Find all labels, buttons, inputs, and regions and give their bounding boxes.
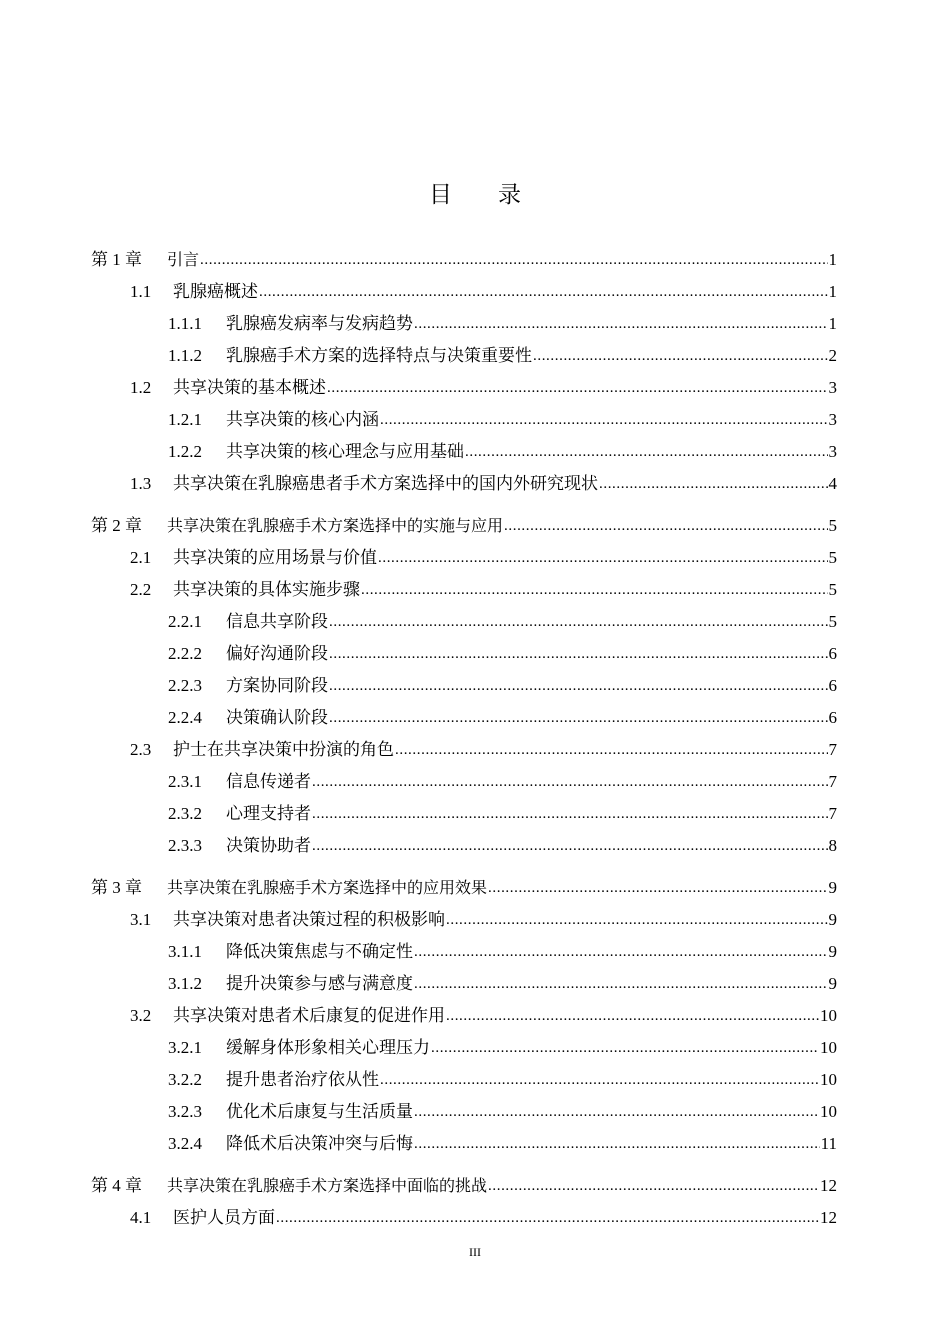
toc-leader-dots xyxy=(504,510,827,542)
toc-leader-dots xyxy=(327,372,828,404)
toc-subsection-entry xyxy=(168,1096,837,1128)
toc-subsection-entry xyxy=(168,968,837,1000)
toc-entry-page: 6 xyxy=(828,644,837,663)
toc-entry-page: 7 xyxy=(828,772,837,791)
page-number: III xyxy=(469,1245,481,1259)
toc-entry-number: 3.2.3 xyxy=(168,1102,202,1121)
toc-entry-number: 1.2.2 xyxy=(168,442,202,461)
toc-subsection-entry xyxy=(168,404,837,436)
toc-entry-page: 6 xyxy=(828,708,837,727)
toc-entry-number: 2.2 xyxy=(130,580,152,599)
toc-section-entry xyxy=(130,574,837,606)
toc-entry-page: 5 xyxy=(828,580,837,599)
toc-entry-title: 乳腺癌发病率与发病趋势 xyxy=(226,314,413,333)
toc-entry-number: 1.1.1 xyxy=(168,314,202,333)
toc-entry-page: 4 xyxy=(828,474,837,493)
toc-entry-title: 缓解身体形象相关心理压力 xyxy=(226,1038,430,1057)
toc-leader-dots xyxy=(312,798,828,830)
toc-section-entry xyxy=(130,468,837,500)
toc-entry-page: 5 xyxy=(828,612,837,631)
toc-entry-number: 3.1 xyxy=(130,910,152,929)
toc-entry-page: 6 xyxy=(828,676,837,695)
toc-leader-dots xyxy=(465,436,828,468)
toc-entry-title: 引言 xyxy=(167,250,200,269)
toc-leader-dots xyxy=(329,606,828,638)
toc-leader-dots xyxy=(312,830,828,862)
toc-entry-title: 共享决策在乳腺癌手术方案选择中的实施与应用 xyxy=(167,516,504,535)
toc-leader-dots xyxy=(414,1128,820,1160)
toc-leader-dots xyxy=(414,308,828,340)
toc-subsection-entry xyxy=(168,936,837,968)
toc-entry-number: 2.2.4 xyxy=(168,708,202,727)
toc-section-entry xyxy=(130,904,837,936)
toc-leader-dots xyxy=(200,244,827,276)
toc-subsection-entry xyxy=(168,798,837,830)
toc-leader-dots xyxy=(446,1000,819,1032)
toc-section-entry xyxy=(130,1000,837,1032)
toc-section-entry xyxy=(130,372,837,404)
toc-subsection-entry xyxy=(168,670,837,702)
toc-entry-number: 2.1 xyxy=(130,548,152,567)
toc-entry-title: 医护人员方面 xyxy=(173,1208,275,1227)
toc-entry-title: 方案协同阶段 xyxy=(226,676,328,695)
toc-entry-title: 乳腺癌手术方案的选择特点与决策重要性 xyxy=(226,346,532,365)
toc-entry-title: 护士在共享决策中扮演的角色 xyxy=(173,740,394,759)
toc-entry-title: 共享决策的基本概述 xyxy=(173,378,326,397)
toc-subsection-entry xyxy=(168,436,837,468)
toc-entry-number: 第 3 章 xyxy=(91,878,142,897)
toc-chapter-entry xyxy=(91,872,837,904)
toc-subsection-entry xyxy=(168,638,837,670)
toc-leader-dots xyxy=(329,702,828,734)
toc-subsection-entry xyxy=(168,606,837,638)
toc-entry-title: 共享决策对患者术后康复的促进作用 xyxy=(173,1006,445,1025)
toc-entry-title: 共享决策在乳腺癌手术方案选择中的应用效果 xyxy=(167,878,488,897)
toc-subsection-entry xyxy=(168,766,837,798)
toc-leader-dots xyxy=(395,734,828,766)
toc-entry-number: 第 1 章 xyxy=(91,250,142,269)
toc-entry-number: 1.1.2 xyxy=(168,346,202,365)
toc-leader-dots xyxy=(431,1032,819,1064)
toc-section-entry xyxy=(130,276,837,308)
toc-entry-number: 1.1 xyxy=(130,282,152,301)
toc-entry-title: 提升患者治疗依从性 xyxy=(226,1070,379,1089)
toc-entry-number: 3.2 xyxy=(130,1006,152,1025)
toc-entry-page: 3 xyxy=(828,410,837,429)
toc-entry-title: 降低术后决策冲突与后悔 xyxy=(226,1134,413,1153)
toc-entry-number: 第 4 章 xyxy=(91,1176,142,1195)
toc-entry-page: 11 xyxy=(820,1134,837,1153)
toc-entry-title: 共享决策的核心理念与应用基础 xyxy=(226,442,464,461)
toc-entry-title: 偏好沟通阶段 xyxy=(226,644,328,663)
toc-entry-number: 3.1.2 xyxy=(168,974,202,993)
page-title: 目录 xyxy=(429,182,567,208)
toc-entry-number: 2.2.1 xyxy=(168,612,202,631)
toc-entry-number: 3.2.4 xyxy=(168,1134,202,1153)
toc-entry-page: 7 xyxy=(828,740,837,759)
toc-entry-title: 共享决策的具体实施步骤 xyxy=(173,580,360,599)
toc-entry-page: 12 xyxy=(820,1208,837,1227)
toc-entry-page: 10 xyxy=(820,1038,837,1057)
toc-leader-dots xyxy=(380,404,828,436)
toc-entry-number: 1.2 xyxy=(130,378,152,397)
toc-entry-page: 5 xyxy=(828,516,837,535)
toc-leader-dots xyxy=(446,904,828,936)
toc-leader-dots xyxy=(329,670,828,702)
toc-entry-page: 2 xyxy=(828,346,837,365)
toc-leader-dots xyxy=(276,1202,819,1234)
toc-entry-number: 2.2.3 xyxy=(168,676,202,695)
toc-entry-title: 信息共享阶段 xyxy=(226,612,328,631)
toc-entry-number: 第 2 章 xyxy=(91,516,142,535)
toc-entry-number: 3.2.1 xyxy=(168,1038,202,1057)
toc-entry-page: 3 xyxy=(828,378,837,397)
toc-entry-page: 9 xyxy=(828,878,837,897)
toc-entry-page: 3 xyxy=(828,442,837,461)
toc-section-entry xyxy=(130,1202,837,1234)
toc-entry-page: 10 xyxy=(820,1102,837,1121)
toc-entry-page: 1 xyxy=(828,282,837,301)
toc-leader-dots xyxy=(414,1096,819,1128)
toc-entry-title: 降低决策焦虑与不确定性 xyxy=(226,942,413,961)
toc-leader-dots xyxy=(488,1170,819,1202)
toc-section-entry xyxy=(130,734,837,766)
toc-entry-page: 10 xyxy=(820,1006,837,1025)
toc-leader-dots xyxy=(378,542,828,574)
toc-entry-page: 9 xyxy=(828,974,837,993)
toc-entry-number: 2.3.3 xyxy=(168,836,202,855)
toc-entry-page: 1 xyxy=(828,314,837,333)
toc-entry-number: 1.3 xyxy=(130,474,152,493)
toc-entry-title: 决策协助者 xyxy=(226,836,311,855)
toc-entry-title: 提升决策参与感与满意度 xyxy=(226,974,413,993)
toc-leader-dots xyxy=(533,340,828,372)
toc-entry-page: 10 xyxy=(820,1070,837,1089)
toc-subsection-entry xyxy=(168,1064,837,1096)
toc-subsection-entry xyxy=(168,830,837,862)
toc-entry-number: 2.2.2 xyxy=(168,644,202,663)
toc-entry-page: 9 xyxy=(828,942,837,961)
toc-subsection-entry xyxy=(168,1032,837,1064)
toc-chapter-entry xyxy=(91,244,837,276)
toc-subsection-entry xyxy=(168,340,837,372)
toc-entry-number: 2.3 xyxy=(130,740,152,759)
toc-chapter-entry xyxy=(91,510,837,542)
toc-leader-dots xyxy=(361,574,828,606)
toc-chapter-entry xyxy=(91,1170,837,1202)
toc-entry-number: 1.2.1 xyxy=(168,410,202,429)
toc-entry-title: 共享决策在乳腺癌手术方案选择中面临的挑战 xyxy=(167,1176,488,1195)
toc-subsection-entry xyxy=(168,702,837,734)
toc-entry-page: 1 xyxy=(828,250,837,269)
toc-leader-dots xyxy=(599,468,828,500)
toc-entry-title: 共享决策的应用场景与价值 xyxy=(173,548,377,567)
toc-entry-title: 共享决策的核心内涵 xyxy=(226,410,379,429)
toc-entry-title: 共享决策对患者决策过程的积极影响 xyxy=(173,910,445,929)
toc-entry-title: 乳腺癌概述 xyxy=(173,282,258,301)
toc-entry-title: 优化术后康复与生活质量 xyxy=(226,1102,413,1121)
toc-entry-number: 2.3.1 xyxy=(168,772,202,791)
toc-leader-dots xyxy=(259,276,828,308)
toc-leader-dots xyxy=(380,1064,819,1096)
toc-entry-title: 共享决策在乳腺癌患者手术方案选择中的国内外研究现状 xyxy=(173,474,598,493)
toc-subsection-entry xyxy=(168,1128,837,1160)
toc-entry-page: 8 xyxy=(828,836,837,855)
toc-leader-dots xyxy=(488,872,827,904)
toc-entry-page: 12 xyxy=(820,1176,837,1195)
toc-leader-dots xyxy=(312,766,828,798)
toc-leader-dots xyxy=(329,638,828,670)
toc-entry-number: 4.1 xyxy=(130,1208,152,1227)
toc-section-entry xyxy=(130,542,837,574)
toc-subsection-entry xyxy=(168,308,837,340)
toc-entry-number: 3.2.2 xyxy=(168,1070,202,1089)
toc-entry-page: 5 xyxy=(828,548,837,567)
toc-entry-number: 2.3.2 xyxy=(168,804,202,823)
toc-entry-page: 9 xyxy=(828,910,837,929)
toc-entry-title: 信息传递者 xyxy=(226,772,311,791)
toc-entry-number: 3.1.1 xyxy=(168,942,202,961)
toc-entry-title: 心理支持者 xyxy=(226,804,311,823)
toc-entry-page: 7 xyxy=(828,804,837,823)
toc-entry-title: 决策确认阶段 xyxy=(226,708,328,727)
toc-leader-dots xyxy=(414,968,828,1000)
toc-leader-dots xyxy=(414,936,828,968)
